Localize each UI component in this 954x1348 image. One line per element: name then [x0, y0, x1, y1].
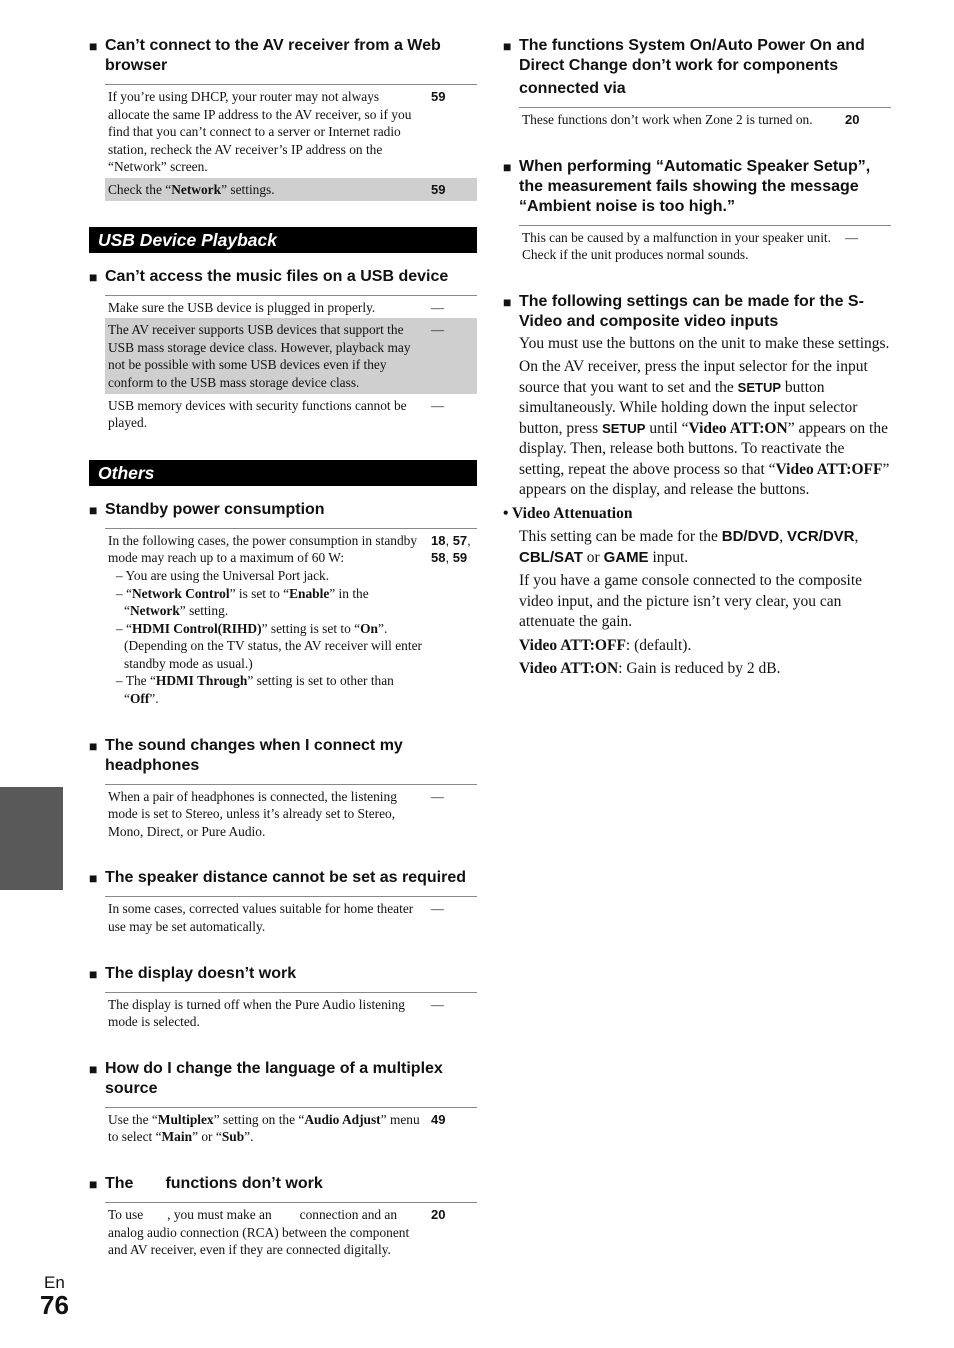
heading-headphones: ■ The sound changes when I connect my headphones [89, 736, 403, 774]
table-row: If you’re using DHCP, your router may not always allocate the same IP address to the AV receiver, so if you find that you can’t connect to a server or Internet radio station, recheck the AV receiver’s IP address on the “Network” screen. 59 [105, 85, 477, 178]
table-functions [105, 1202, 477, 1261]
table-row: The AV receiver supports USB devices that support the USB mass storage device class. However, playback may not be possible with some USB devices even if they conform to the USB mass storage device class. — [105, 318, 477, 393]
table-row: Make sure the USB device is plugged in properly. — [108, 299, 444, 315]
table-auto-setup [519, 225, 891, 266]
heading-display: ■ The display doesn’t work [89, 964, 297, 982]
heading-usb-files: ■ Can’t access the music files on a USB device [89, 267, 449, 285]
table-headphones [105, 784, 477, 843]
table-display [105, 992, 477, 1033]
table-row: When a pair of headphones is connected, the listening mode is set to Stereo, unless it’s already set to Stereo, Mono, Direct, or Pure Audio. — [108, 788, 444, 839]
table-row: Check the “Network” settings. 59 [105, 178, 477, 201]
paragraph: If you have a game console connected to the composite video input, and the picture isn’t very clear, you can attenuate the gain. [519, 572, 863, 631]
paragraph: Video ATT:OFF: (default). [519, 636, 692, 654]
table-row: To use , you must make an connection and an analog audio connection (RCA) between the component and AV receiver, even if they are connected digitally. 20 [105, 1203, 477, 1261]
page-refs[interactable]: 18, 57, 58, 59 [431, 532, 471, 566]
heading-svideo: ■ The following settings can be made for the S-Video and composite video inputs [503, 292, 864, 330]
page-ref[interactable]: 20 [431, 1207, 446, 1222]
heading-system-on: ■ The functions System On/Auto Power On and Direct Change don’t work for components connected via [503, 37, 865, 97]
paragraph: On the AV receiver, press the input selector for the input source that you want to set and the SETUP button simultaneously. While holding down the input selector button, press SETUP until “Video ATT:ON” appears on the display. Then, release both buttons. To reactivate the setting, repeat the above process so that “Video ATT:OFF” appears on the display, and release the buttons. [519, 358, 890, 499]
language-label: En [44, 1273, 65, 1292]
heading-auto-setup: ■ When performing “Automatic Speaker Setup”, the measurement fails showing the message “Ambient noise is too high.” [503, 157, 871, 215]
table-row: These functions don’t work when Zone 2 is turned on. 20 [519, 108, 891, 131]
table-standby [105, 528, 477, 710]
paragraph: Video ATT:ON: Gain is reduced by 2 dB. [519, 660, 781, 678]
paragraph: You must use the buttons on the unit to make these settings. [519, 334, 890, 352]
table-row: USB memory devices with security functions cannot be played. — [108, 397, 444, 431]
left-column [89, 36, 477, 1287]
heading-speaker-distance: ■ The speaker distance cannot be set as required [89, 869, 467, 887]
section-bar-usb: USB Device Playback [89, 227, 477, 253]
page-ref[interactable]: 20 [845, 112, 860, 127]
page-ref[interactable]: 59 [431, 181, 446, 197]
page-number: 76 [40, 1290, 69, 1320]
table-row: In the following cases, the power consumption in standby mode may reach up to a maximum of 60 W: – You are using the Universal Port jack. – “Network Control” is set to “Enable” in the “Network” setting. – “HDMI Control(RIHD)” setting is set to “On”. (Depending on the TV status, the AV receiver will enter standby mode as usual.) – The “HDMI Through” setting is set to other than “Off”. 18, 57, 58, 59 [105, 529, 477, 710]
heading-functions: ■ The functions don’t work [89, 1175, 323, 1192]
heading-standby: ■ Standby power consumption [89, 500, 325, 518]
table-row: In some cases, corrected values suitable for home theater use may be set automatically. — [108, 901, 444, 935]
page-ref[interactable]: 59 [431, 89, 446, 104]
table-row: The display is turned off when the Pure Audio listening mode is selected. — [108, 996, 444, 1030]
page-ref[interactable]: 49 [431, 1111, 446, 1127]
table-row: This can be caused by a malfunction in your speaker unit. Check if the unit produces normal sounds. — [522, 229, 858, 263]
table-speaker-distance [105, 896, 477, 937]
section-tab-marker [0, 787, 63, 890]
heading-web-browser: ■ Can’t connect to the AV receiver from a Web browser [89, 37, 441, 74]
bullet-video-attenuation: • Video Attenuation [503, 504, 633, 522]
table-web-browser [105, 84, 477, 201]
right-column [503, 36, 891, 683]
table-system-on [519, 107, 891, 131]
table-row: Use the “Multiplex” setting on the “Audio Adjust” menu to select “Main” or “Sub”. 49 [105, 1108, 477, 1148]
heading-multiplex: ■ How do I change the language of a multiplex source [89, 1059, 443, 1097]
table-usb [105, 295, 477, 434]
section-bar-others: Others [89, 460, 477, 486]
table-multiplex [105, 1107, 477, 1148]
paragraph: This setting can be made for the BD/DVD, VCR/DVR, CBL/SAT or GAME input. [519, 528, 859, 566]
